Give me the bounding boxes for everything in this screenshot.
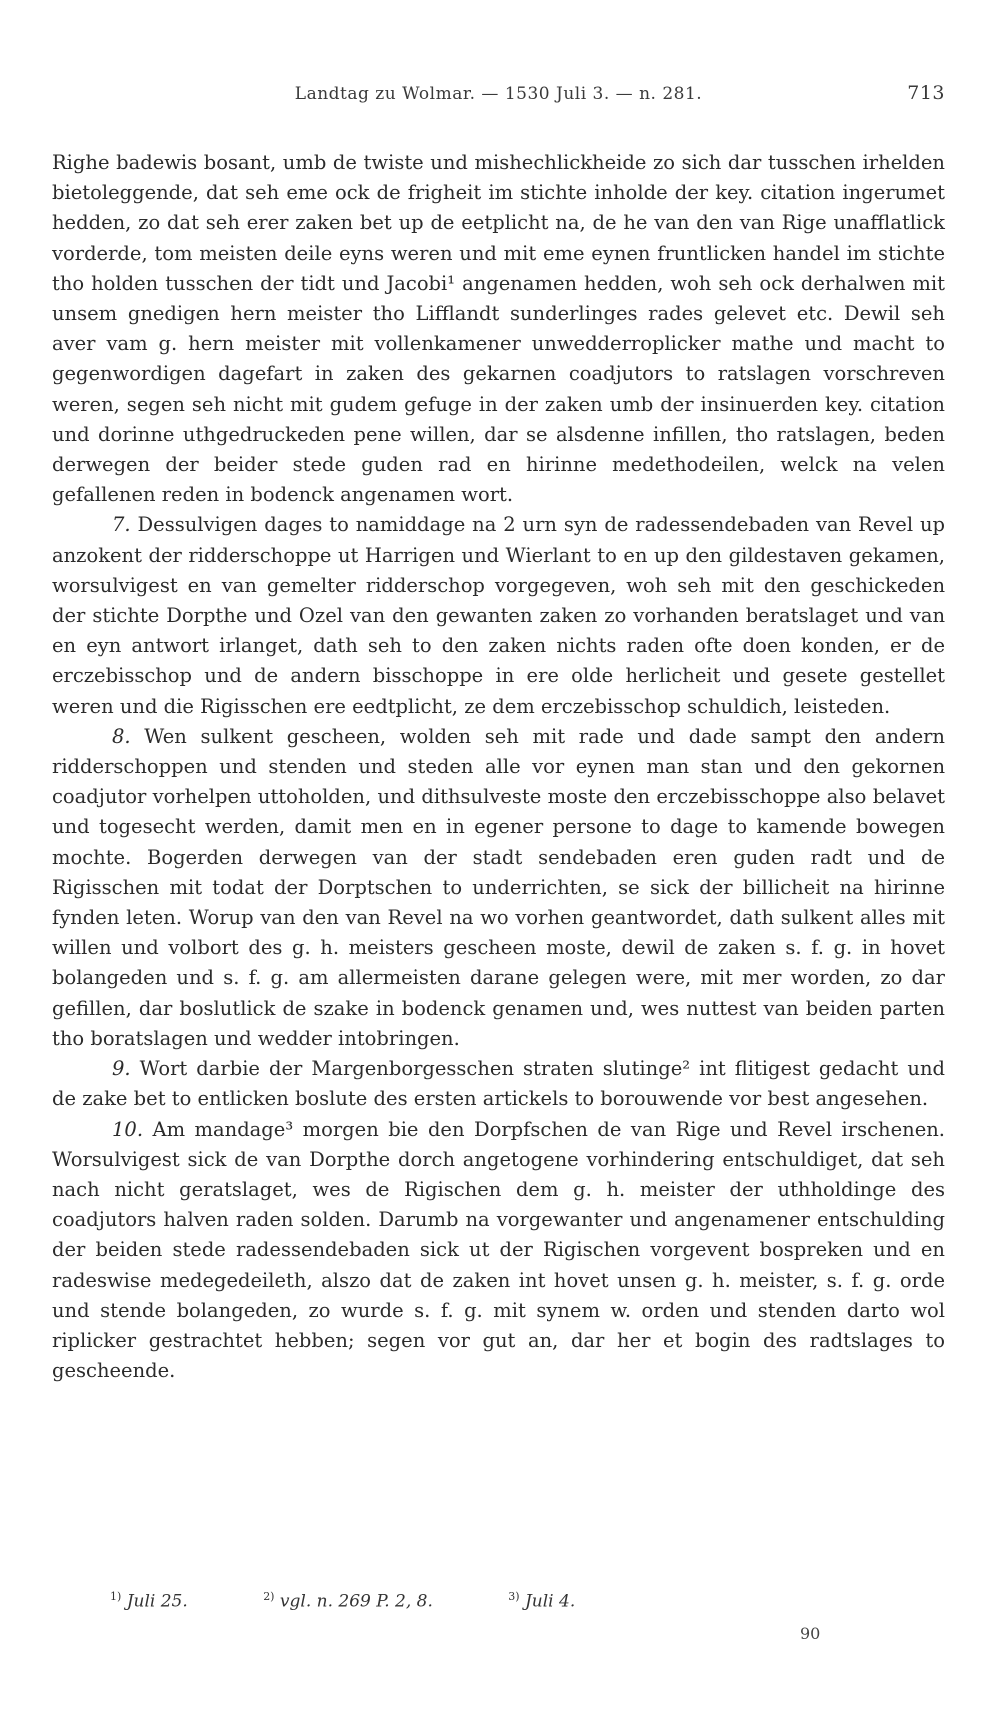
- section-number: 10.: [112, 1117, 144, 1141]
- footnote-2: $^{2)}$ vgl. n. 269 P. 2, 8.: [263, 1590, 433, 1612]
- body-text: [52, 148, 945, 1386]
- paragraph-text: Wen sulkent gescheen, wolden seh mit rade und dade sampt den andern ridderschoppen und stenden und steden alle vor eynen man stan und den gekornen coadjutor vorhelpen uttoholden, und dithsulveste moste den erczebisschoppe also belavet und togesecht werden, damit men en in egener persone to dage to kamende bowegen mochte. Bogerden derwegen van der stadt sendebaden eren guden radt und de Rigisschen mit todat der Dorptschen to underrichten, se sick der billicheit na hirinne fynden leten. Worup van den van Revel na wo vorhen geantwordet, dath sulkent alles mit willen und volbort des g. h. meisters gescheen moste, dewil de zaken s. f. g. in hovet bolangeden und s. f. g. am allermeisten darane gelegen were, mit mer worden, zo dar gefillen, dar boslutlick de szake in bodenck genamen und, wes nuttest van beiden parten tho boratslagen und wedder intobringen.: [52, 724, 945, 1050]
- gathering-signature: 90: [800, 1624, 821, 1643]
- footnote-1: $^{1)}$ Juli 25.: [110, 1590, 188, 1612]
- section-number: 7.: [112, 513, 131, 537]
- paragraph-text: Wort darbie der Margenborgesschen straten slutinge² int flitigest gedacht und de zake bet to entlicken boslute des ersten artickels to borouwende vor best angesehen.: [52, 1057, 946, 1111]
- footnotes: [110, 1590, 910, 1612]
- section-10: [52, 1115, 945, 1387]
- paragraph-text: Righe badewis bosant, umb de twiste und mishechlickheide zo sich dar tusschen irhelden bietoleggende, dat seh eme ock de frigheit im stichte inholde der key. citation ingerumet hedden, zo dat seh erer zaken bet up de eetplicht na, de he van den van Rige unafflatlick vorderde, tom meisten deile eyns weren und mit eme eynen fruntlicken handel im stichte tho holden tusschen der tidt und Jacobi¹ angenamen hedden, woh seh ock derhalwen mit unsem gnedigen hern meister tho Lifflandt sunderlinges rades gelevet etc. Dewil seh aver vam g. hern meister mit vollenkamener unwedderroplicker mathe und macht to gegenwordigen dagefart in zaken des gekarnen coadjutors to ratslagen vorschreven weren, segen seh nicht mit gudem gefuge in der zaken umb der insinuerden key. citation und dorinne uthgedruckeden pene willen, dar se alsdenne infillen, tho ratslagen, beden derwegen der beider stede guden rad en hirinne medethodeilen, welck na velen gefallenen reden in bodenck angenamen wort.: [52, 151, 945, 507]
- section-number: 8.: [112, 724, 131, 748]
- paragraph-text: Am mandage³ morgen bie den Dorpfschen de van Rige und Revel irschenen. Worsulvigest sick de van Dorpthe dorch angetogene vorhindering entschuldiget, dat seh nach nicht geratslaget, wes de Rigischen dem g. h. meister der uthholdinge des coadjutors halven raden solden. Darumb na vorgewanter und angenamener entschulding der beiden stede radessendebaden sick ut der Rigischen vorgevent bospreken und en radeswise medegedeileth, alszo dat de zaken int hovet unsen g. h. meister, s. f. g. orde und stende bolangeden, zo wurde s. f. g. mit synem w. orden und stenden darto wol riplicker gestrachtet hebben; segen vor gut an, dar her et bogin des radtslages to gescheende.: [52, 1117, 945, 1383]
- footnote-3: $^{3)}$ Juli 4.: [508, 1590, 576, 1612]
- section-number: 9.: [112, 1057, 131, 1081]
- section-8: [52, 722, 945, 1054]
- page-number: 713: [907, 82, 945, 104]
- paragraph-continuation: [52, 148, 945, 510]
- running-header: [52, 84, 945, 112]
- paragraph-text: Dessulvigen dages to namiddage na 2 urn syn de radessendebaden van Revel up anzokent der ridderschoppe ut Harrigen und Wierlant to en up den gildestaven gekamen, worsulvigest en van gemelter ridderschop vorgegeven, woh seh mit den geschickeden der stichte Dorpthe und Ozel van den gewanten zaken zo vorhanden beratslaget und van en eyn antwort irlanget, dath seh to den zaken nichts raden ofte doen konden, er de erczebisschop und de andern bisschoppe in ere olde herlicheit und gesete gestellet weren und die Rigisschen ere eedtplicht, ze dem erczebisschop schuldich, leisteden.: [52, 513, 945, 718]
- section-7: [52, 510, 945, 721]
- header-title: Landtag zu Wolmar. — 1530 Juli 3. — n. 281.: [294, 84, 703, 104]
- section-9: [52, 1054, 945, 1114]
